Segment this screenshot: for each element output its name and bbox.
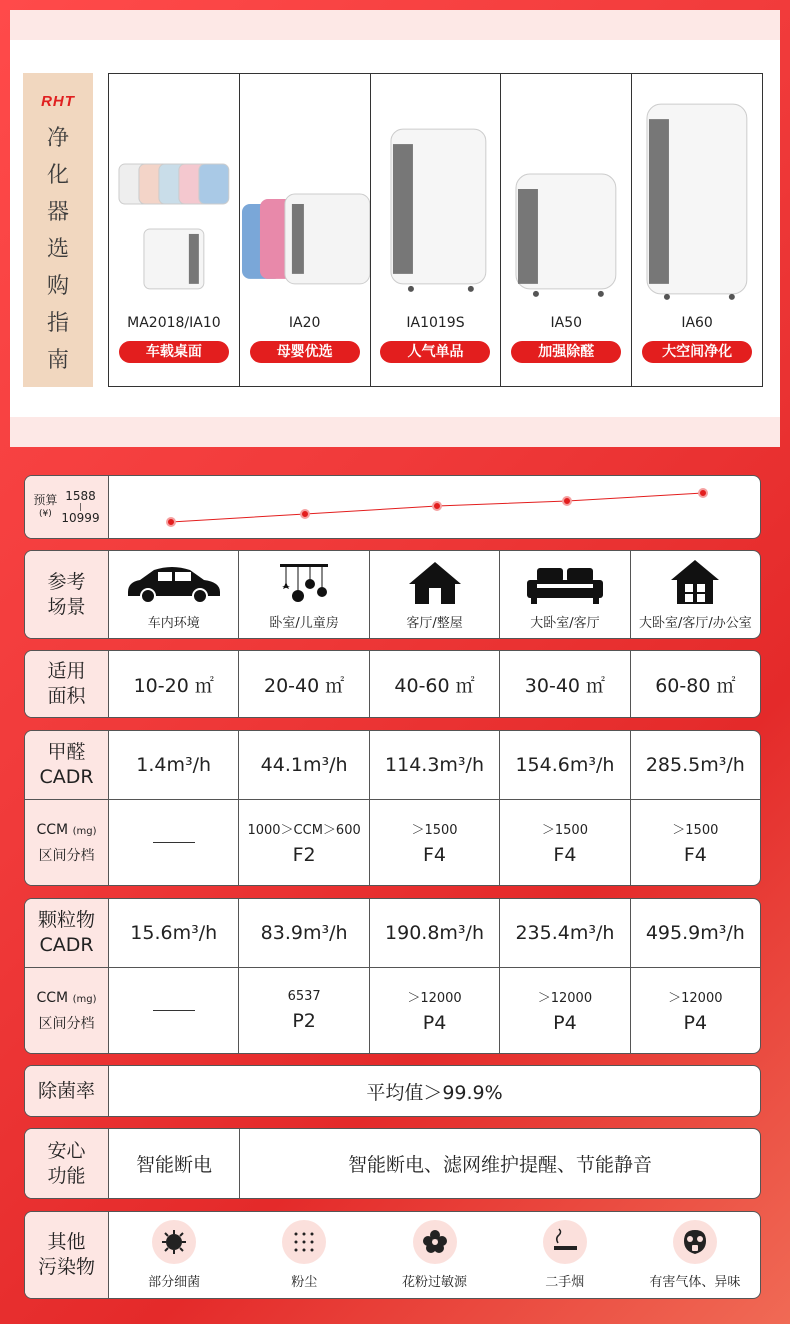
ccm-head: CCM (mg) 区间分档	[25, 968, 109, 1053]
budget-point	[433, 502, 441, 510]
ccm-cell: ＞1500 F4	[370, 800, 500, 885]
ccm-cell: 6537 P2	[239, 968, 369, 1053]
product-card[interactable]	[371, 74, 502, 386]
ccm-cell: ＞12000 P4	[668, 991, 723, 1034]
budget-line-area	[109, 476, 760, 538]
product-model: IA1019S	[406, 315, 465, 331]
product-card[interactable]	[109, 74, 240, 386]
scene-cell: 卧室/儿童房	[239, 551, 369, 638]
purifier-image	[240, 94, 370, 304]
product-model: IA50	[550, 315, 583, 331]
brand-logo: RHT	[41, 93, 75, 110]
pollutant-cell: 部分细菌	[109, 1212, 239, 1298]
top-band	[10, 10, 780, 40]
product-model: IA60	[681, 315, 713, 331]
budget-row	[24, 475, 761, 539]
house-icon	[385, 558, 485, 606]
budget-point	[699, 489, 707, 497]
budget-point	[301, 510, 309, 518]
ccm-cell: ＞1500 F4	[500, 800, 630, 885]
scene-row	[24, 550, 761, 639]
safety-rest: 智能断电、滤网维护提醒、节能静音	[347, 1154, 652, 1176]
scene-cell: 客厅/整屋	[370, 551, 500, 638]
scene-head: 参考 场景	[25, 551, 109, 638]
budget-head: 预算 (¥) 1588 | 10999	[25, 476, 109, 538]
safety-first: 智能断电	[109, 1129, 240, 1198]
cadr-cell: 235.4m³/h	[500, 899, 630, 967]
ccm-cell	[109, 800, 239, 885]
product-tag: 人气单品	[380, 341, 490, 363]
cadr-cell: 495.9m³/h	[645, 922, 745, 944]
safety-row	[24, 1128, 761, 1199]
pollutant-cell: 粉尘	[239, 1212, 369, 1298]
sofa-icon	[515, 558, 615, 606]
sterilize-row	[24, 1065, 761, 1117]
area-cell: 10-20 ㎡	[109, 651, 239, 717]
purifier-image	[109, 94, 239, 304]
budget-point	[167, 518, 175, 526]
cadr-cell: 15.6m³/h	[109, 899, 239, 967]
cadr-cell: 1.4m³/h	[109, 731, 239, 799]
brand-column	[23, 73, 93, 387]
pollutant-head: 其他 污染物	[25, 1212, 109, 1298]
product-tag: 母婴优选	[250, 341, 360, 363]
purifier-image	[501, 94, 631, 304]
particle-block	[24, 898, 761, 1054]
smoke-icon	[543, 1220, 587, 1264]
ccm-cell: 1000＞CCM＞600 F2	[239, 800, 369, 885]
product-card[interactable]	[240, 74, 371, 386]
area-head: 适用 面积	[25, 651, 109, 717]
product-card[interactable]	[501, 74, 632, 386]
baby-mobile-icon	[254, 558, 354, 606]
area-cell: 60-80 ㎡	[655, 674, 736, 697]
formaldehyde-block	[24, 730, 761, 886]
budget-point	[563, 497, 571, 505]
bottom-band	[10, 417, 780, 447]
budget-line	[109, 476, 761, 538]
safety-head: 安心 功能	[25, 1129, 109, 1198]
ccm-head: CCM (mg) 区间分档	[25, 800, 109, 885]
area-cell: 20-40 ㎡	[239, 651, 369, 717]
area-cell: 40-60 ㎡	[370, 651, 500, 717]
product-tag: 车载桌面	[119, 341, 229, 363]
scene-cell: 大卧室/客厅	[500, 551, 630, 638]
area-cell: 30-40 ㎡	[500, 651, 630, 717]
product-tag: 加强除醛	[511, 341, 621, 363]
gas-mask-icon	[673, 1220, 717, 1264]
formaldehyde-head: 甲醛 CADR	[25, 731, 109, 799]
particle-head: 颗粒物 CADR	[25, 899, 109, 967]
ccm-cell: ＞12000 P4	[370, 968, 500, 1053]
pollen-icon	[413, 1220, 457, 1264]
scene-cell: 大卧室/客厅/办公室	[631, 551, 760, 638]
bacteria-icon	[152, 1220, 196, 1264]
product-tag: 大空间净化	[642, 341, 752, 363]
product-model: MA2018/IA10	[127, 315, 221, 331]
product-model: IA20	[288, 315, 321, 331]
cadr-cell: 83.9m³/h	[239, 899, 369, 967]
ccm-cell	[109, 968, 239, 1053]
dust-icon	[282, 1220, 326, 1264]
scene-cell: 车内环境	[109, 551, 239, 638]
cadr-cell: 44.1m³/h	[239, 731, 369, 799]
cadr-cell: 190.8m³/h	[370, 899, 500, 967]
sterilize-head: 除菌率	[25, 1066, 109, 1116]
sterilize-value: 平均值＞99.9%	[366, 1081, 503, 1104]
ccm-cell: ＞1500 F4	[672, 823, 719, 866]
cadr-cell: 114.3m³/h	[370, 731, 500, 799]
cadr-cell: 285.5m³/h	[645, 754, 745, 776]
pollutant-cell: 二手烟	[500, 1212, 630, 1298]
product-grid	[108, 73, 763, 387]
product-panel	[10, 10, 780, 447]
pollutant-row	[24, 1211, 761, 1299]
purifier-image	[371, 94, 501, 304]
brand-title: 净 化 器 选 购 指 南	[46, 126, 69, 373]
building-icon	[645, 558, 745, 606]
pollutant-cell: 有害气体、异味	[630, 1212, 760, 1298]
area-row	[24, 650, 761, 718]
pollutant-cell: 花粉过敏源	[369, 1212, 499, 1298]
purifier-image	[632, 94, 762, 304]
product-card[interactable]	[632, 74, 762, 386]
ccm-cell: ＞12000 P4	[500, 968, 630, 1053]
cadr-cell: 154.6m³/h	[500, 731, 630, 799]
car-icon	[124, 558, 224, 606]
